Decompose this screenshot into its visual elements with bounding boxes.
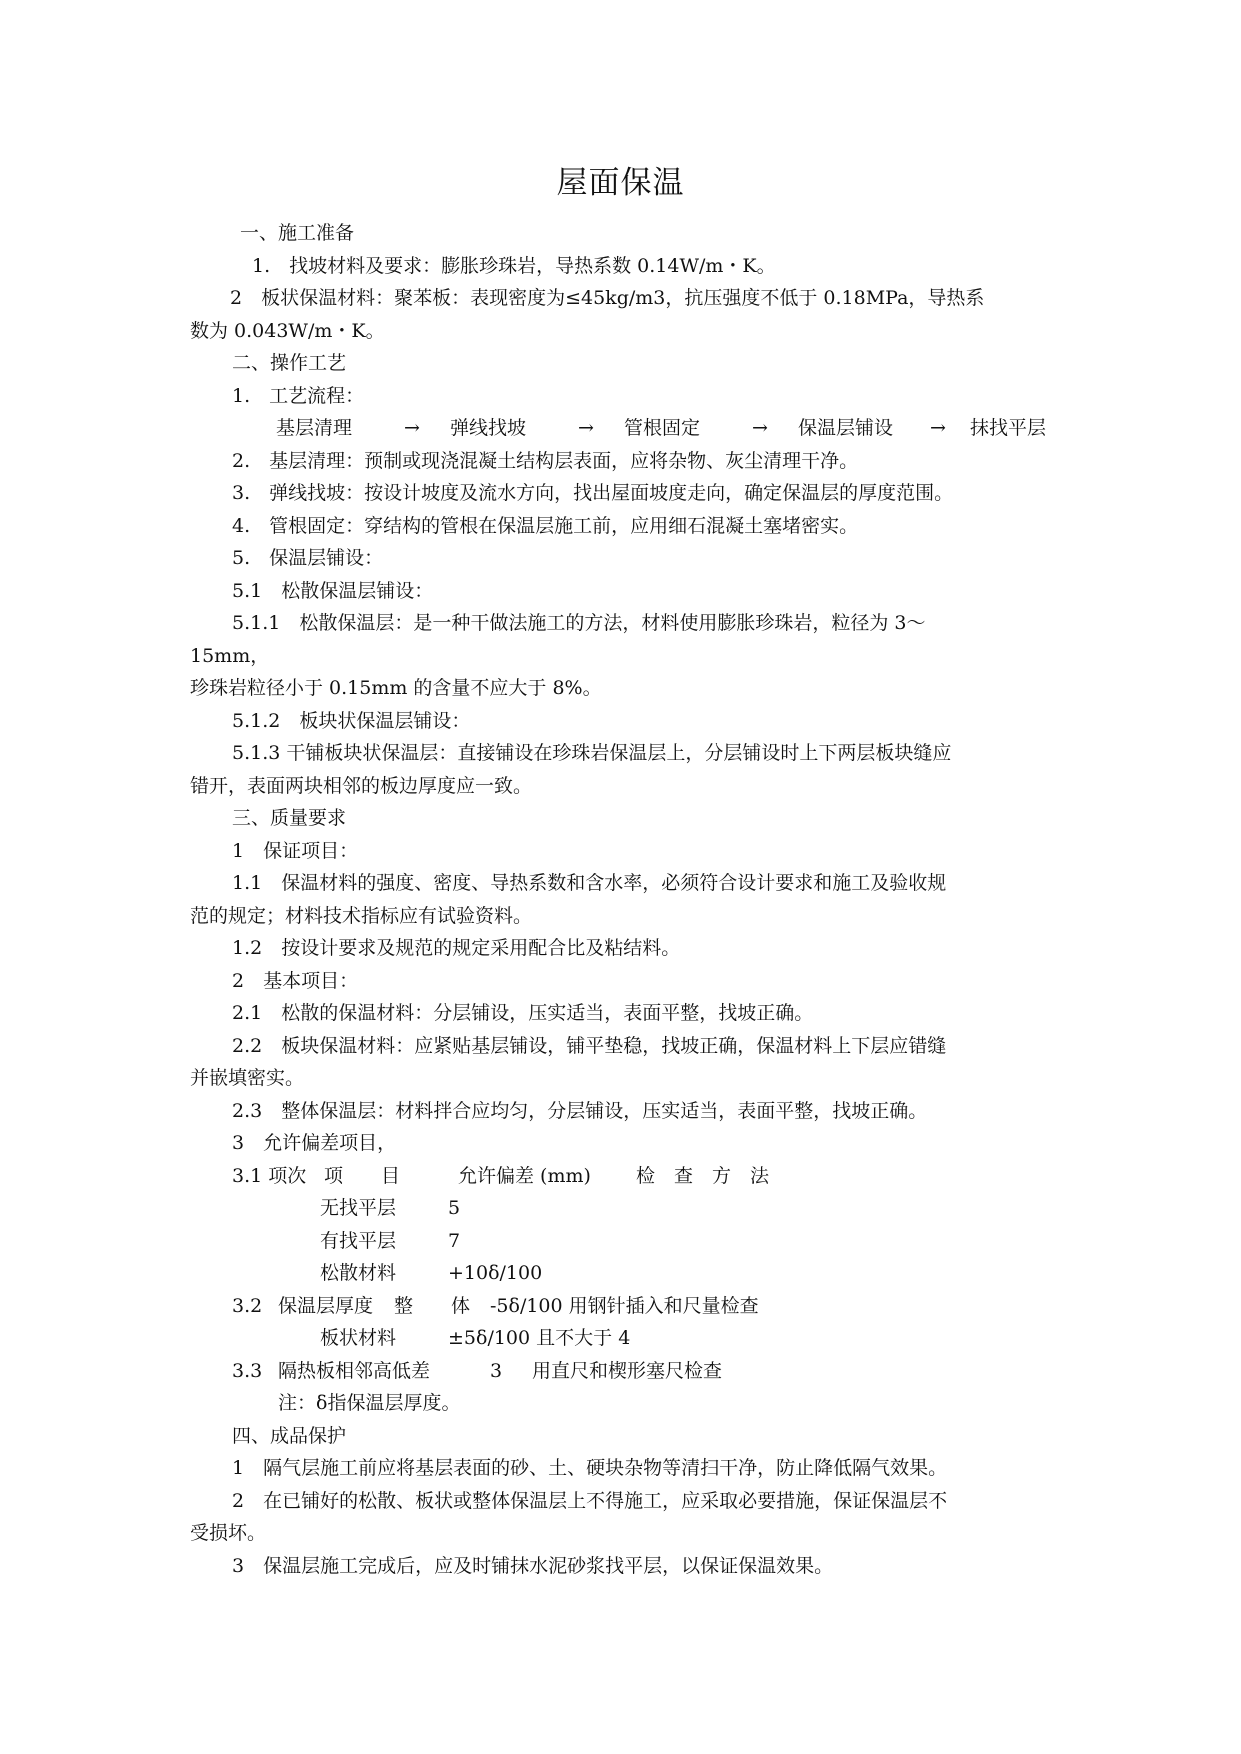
paragraph-1-1: 1. 找坡材料及要求：膨胀珍珠岩，导热系数 0.14W/m・K。 [252, 254, 776, 277]
paragraph-2-5-1-1-line2: 15mm， [190, 644, 270, 667]
paragraph-4-2-line1: 2 在已铺好的松散、板状或整体保温层上不得施工，应采取必要措施，保证保温层不 [232, 1489, 948, 1512]
section-heading-4: 四、成品保护 [232, 1424, 347, 1447]
process-flow [190, 412, 1060, 445]
paragraph-3-1: 1 保证项目： [232, 839, 359, 862]
paragraph-2-5-1-1-line1: 5.1.1 松散保温层：是一种干做法施工的方法，材料使用膨胀珍珠岩，粒径为 3～ [232, 612, 926, 634]
table-cell-item: 保温层厚度 [278, 1294, 374, 1317]
table-cell-item: 隔热板相邻高低差 [278, 1359, 431, 1382]
paragraph-3-3: 3 允许偏差项目， [232, 1132, 397, 1154]
paragraph-2-1: 1. 工艺流程： [232, 384, 365, 407]
document-body [190, 217, 1060, 1582]
paragraph-3-2-2-line1: 2.2 板块保温材料：应紧贴基层铺设，铺平垫稳，找坡正确，保温材料上下层应错缝 [232, 1034, 947, 1057]
table-cell-item: 板状材料 [320, 1327, 397, 1349]
paragraph-3-1-2: 1.2 按设计要求及规范的规定采用配合比及粘结料。 [232, 937, 681, 959]
table-header-item: 项 目 [324, 1164, 401, 1187]
paragraph-2-4: 4. 管根固定：穿结构的管根在保温层施工前，应用细石混凝土塞堵密实。 [232, 514, 859, 537]
paragraph-3-1-1-line2: 范的规定；材料技术指标应有试验资料。 [190, 904, 533, 927]
paragraph-2-5-1-1-line3: 珍珠岩粒径小于 0.15mm 的含量不应大于 8%。 [190, 677, 602, 699]
paragraph-1-2-line1: 2 板状保温材料：聚苯板：表现密度为≤45kg/m3，抗压强度不低于 0.18MPa，导热系 [230, 287, 985, 309]
table-cell-dev: 7 [448, 1229, 461, 1252]
table-row [190, 1290, 1060, 1323]
table-header-dev: 允许偏差 (mm) [458, 1164, 591, 1187]
arrow-right-icon: → [578, 417, 594, 439]
flow-step-5: 抹找平层 [970, 417, 1047, 439]
table-cell-item: 无找平层 [320, 1197, 397, 1219]
paragraph-2-5-1-3-line2: 错开，表面两块相邻的板边厚度应一致。 [190, 774, 533, 797]
table-note: 注：δ指保温层厚度。 [278, 1392, 461, 1414]
paragraph-2-5-1-3-line1: 5.1.3 干铺板块状保温层：直接铺设在珍珠岩保温层上，分层铺设时上下两层板块缝应 [232, 742, 952, 764]
table-cell-no: 3.2 [232, 1294, 263, 1317]
table-row [190, 1192, 1060, 1225]
arrow-right-icon: → [930, 417, 946, 439]
table-cell-dev: ±5δ/100 且不大于 4 [448, 1327, 631, 1349]
table-cell-sub: 整 体 [394, 1294, 471, 1317]
tolerance-table-header [190, 1160, 1060, 1193]
paragraph-2-5-1: 5.1 松散保温层铺设： [232, 579, 434, 602]
flow-step-3: 管根固定 [624, 417, 701, 439]
table-row [190, 1225, 1060, 1258]
section-heading-2: 二、操作工艺 [232, 352, 347, 374]
section-heading-3: 三、质量要求 [232, 807, 347, 829]
flow-step-2: 弹线找坡 [450, 417, 527, 439]
paragraph-3-1-1-line1: 1.1 保温材料的强度、密度、导热系数和含水率，必须符合设计要求和施工及验收规 [232, 872, 947, 894]
document-title: 屋面保温 [556, 165, 685, 201]
table-row [190, 1355, 1060, 1388]
paragraph-1-2-line2: 数为 0.043W/m・K。 [190, 319, 385, 342]
paragraph-3-2-2-line2: 并嵌填密实。 [190, 1067, 305, 1089]
table-cell-dev: +10δ/100 [448, 1262, 543, 1284]
paragraph-4-1: 1 隔气层施工前应将基层表面的砂、土、硬块杂物等清扫干净，防止降低隔气效果。 [232, 1457, 948, 1479]
paragraph-2-5: 5. 保温层铺设： [232, 547, 384, 569]
table-cell-item: 有找平层 [320, 1229, 397, 1252]
paragraph-3-2-3: 2.3 整体保温层：材料拌合应均匀，分层铺设，压实适当，表面平整，找坡正确。 [232, 1099, 928, 1122]
paragraph-4-3: 3 保温层施工完成后，应及时铺抹水泥砂浆找平层，以保证保温效果。 [232, 1554, 834, 1577]
table-header-method: 检 查 方 法 [636, 1164, 770, 1187]
arrow-right-icon: → [752, 417, 768, 439]
section-heading-1: 一、施工准备 [240, 222, 355, 244]
paragraph-2-2: 2. 基层清理：预制或现浇混凝土结构层表面，应将杂物、灰尘清理干净。 [232, 449, 859, 472]
flow-step-1: 基层清理 [276, 417, 353, 439]
flow-step-4: 保温层铺设 [798, 417, 894, 439]
table-cell-dev: 5 [448, 1197, 461, 1219]
table-cell-dev: 3 [490, 1359, 503, 1382]
table-row [190, 1322, 1060, 1355]
paragraph-3-2-1: 2.1 松散的保温材料：分层铺设，压实适当，表面平整，找坡正确。 [232, 1002, 814, 1024]
table-header-no: 3.1 项次 [232, 1164, 307, 1187]
table-row [190, 1257, 1060, 1290]
paragraph-2-5-1-2: 5.1.2 板块状保温层铺设： [232, 709, 471, 732]
paragraph-3-2: 2 基本项目： [232, 969, 359, 992]
paragraph-2-3: 3. 弹线找坡：按设计坡度及流水方向，找出屋面坡度走向，确定保温层的厚度范围。 [232, 482, 954, 504]
arrow-right-icon: → [404, 417, 420, 439]
table-cell-dev: -5δ/100 用钢针插入和尺量检查 [490, 1294, 759, 1317]
table-cell-item: 松散材料 [320, 1262, 397, 1284]
paragraph-4-2-line2: 受损坏。 [190, 1522, 267, 1544]
table-cell-method: 用直尺和楔形塞尺检查 [532, 1359, 723, 1382]
table-cell-no: 3.3 [232, 1359, 263, 1382]
